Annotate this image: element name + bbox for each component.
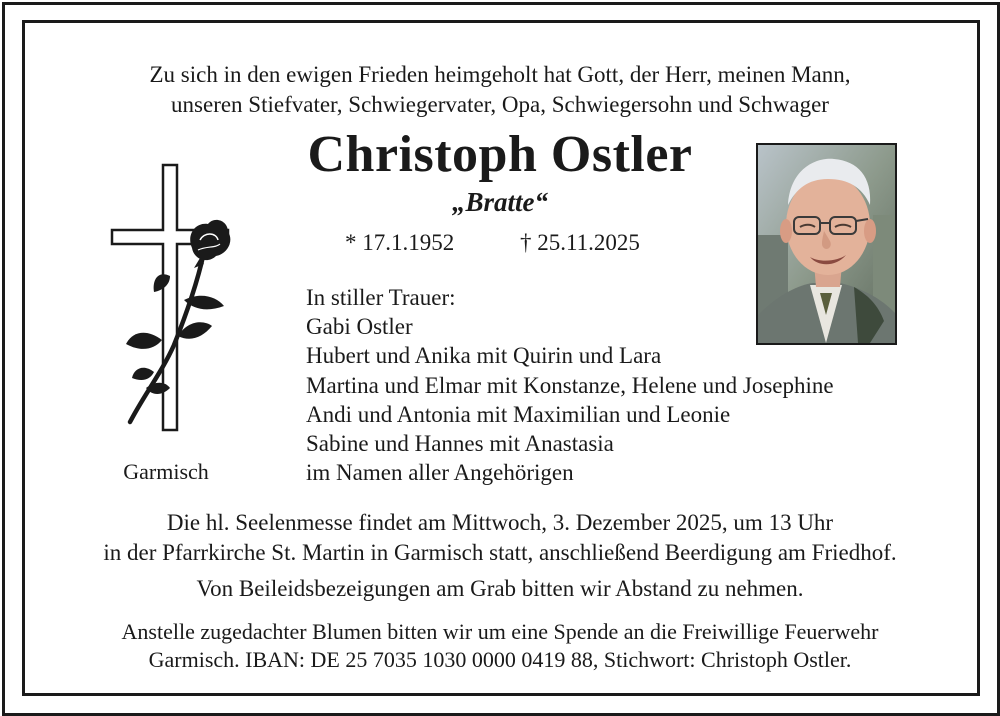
- intro-text: [0, 60, 1000, 120]
- mourners-heading: In stiller Trauer:: [306, 285, 456, 310]
- condolence-note: Von Beileidsbezeigungen am Grab bitten wir Abstand zu nehmen.: [196, 576, 804, 601]
- mourners-list: [306, 283, 834, 487]
- cross-with-rose-icon: [100, 160, 240, 440]
- deceased-nickname: „Bratte“: [451, 187, 548, 217]
- intro-line-1: Zu sich in den ewigen Frieden heimgeholt hat Gott, der Herr, meinen Mann,: [149, 62, 851, 87]
- death-date: † 25.11.2025: [520, 230, 640, 255]
- mourner-entry: Hubert und Anika mit Quirin und Lara: [306, 343, 662, 369]
- mourner-entry: Sabine und Hannes mit Anastasia: [306, 431, 614, 457]
- location-label: Garmisch: [123, 459, 209, 484]
- deceased-name: Christoph Ostler: [307, 126, 693, 183]
- service-line-1: Die hl. Seelenmesse findet am Mittwoch, 3. Dezember 2025, um 13 Uhr: [166, 510, 834, 535]
- donation-info: [0, 618, 1000, 674]
- intro-line-2: unseren Stiefvater, Schwiegervater, Opa, Schwiegersohn und Schwager: [171, 92, 829, 117]
- donation-line-2: Garmisch. IBAN: DE 25 7035 1030 0000 0419 88, Stichwort: Christoph Ostler.: [148, 647, 852, 672]
- mourner-entry: Andi und Antonia mit Maximilian und Leonie: [306, 401, 731, 427]
- donation-line-1: Anstelle zugedachter Blumen bitten wir um eine Spende an die Freiwillige Feuerwehr: [121, 619, 879, 644]
- mourner-entry: im Namen aller Angehörigen: [306, 460, 574, 486]
- mourner-entry: Martina und Elmar mit Konstanze, Helene und Josephine: [306, 372, 834, 398]
- mourner-entry: Gabi Ostler: [306, 314, 413, 340]
- service-info: [0, 508, 1000, 568]
- birth-date: * 17.1.1952: [345, 230, 455, 255]
- service-line-2: in der Pfarrkirche St. Martin in Garmisch statt, anschließend Beerdigung am Friedhof.: [103, 540, 897, 565]
